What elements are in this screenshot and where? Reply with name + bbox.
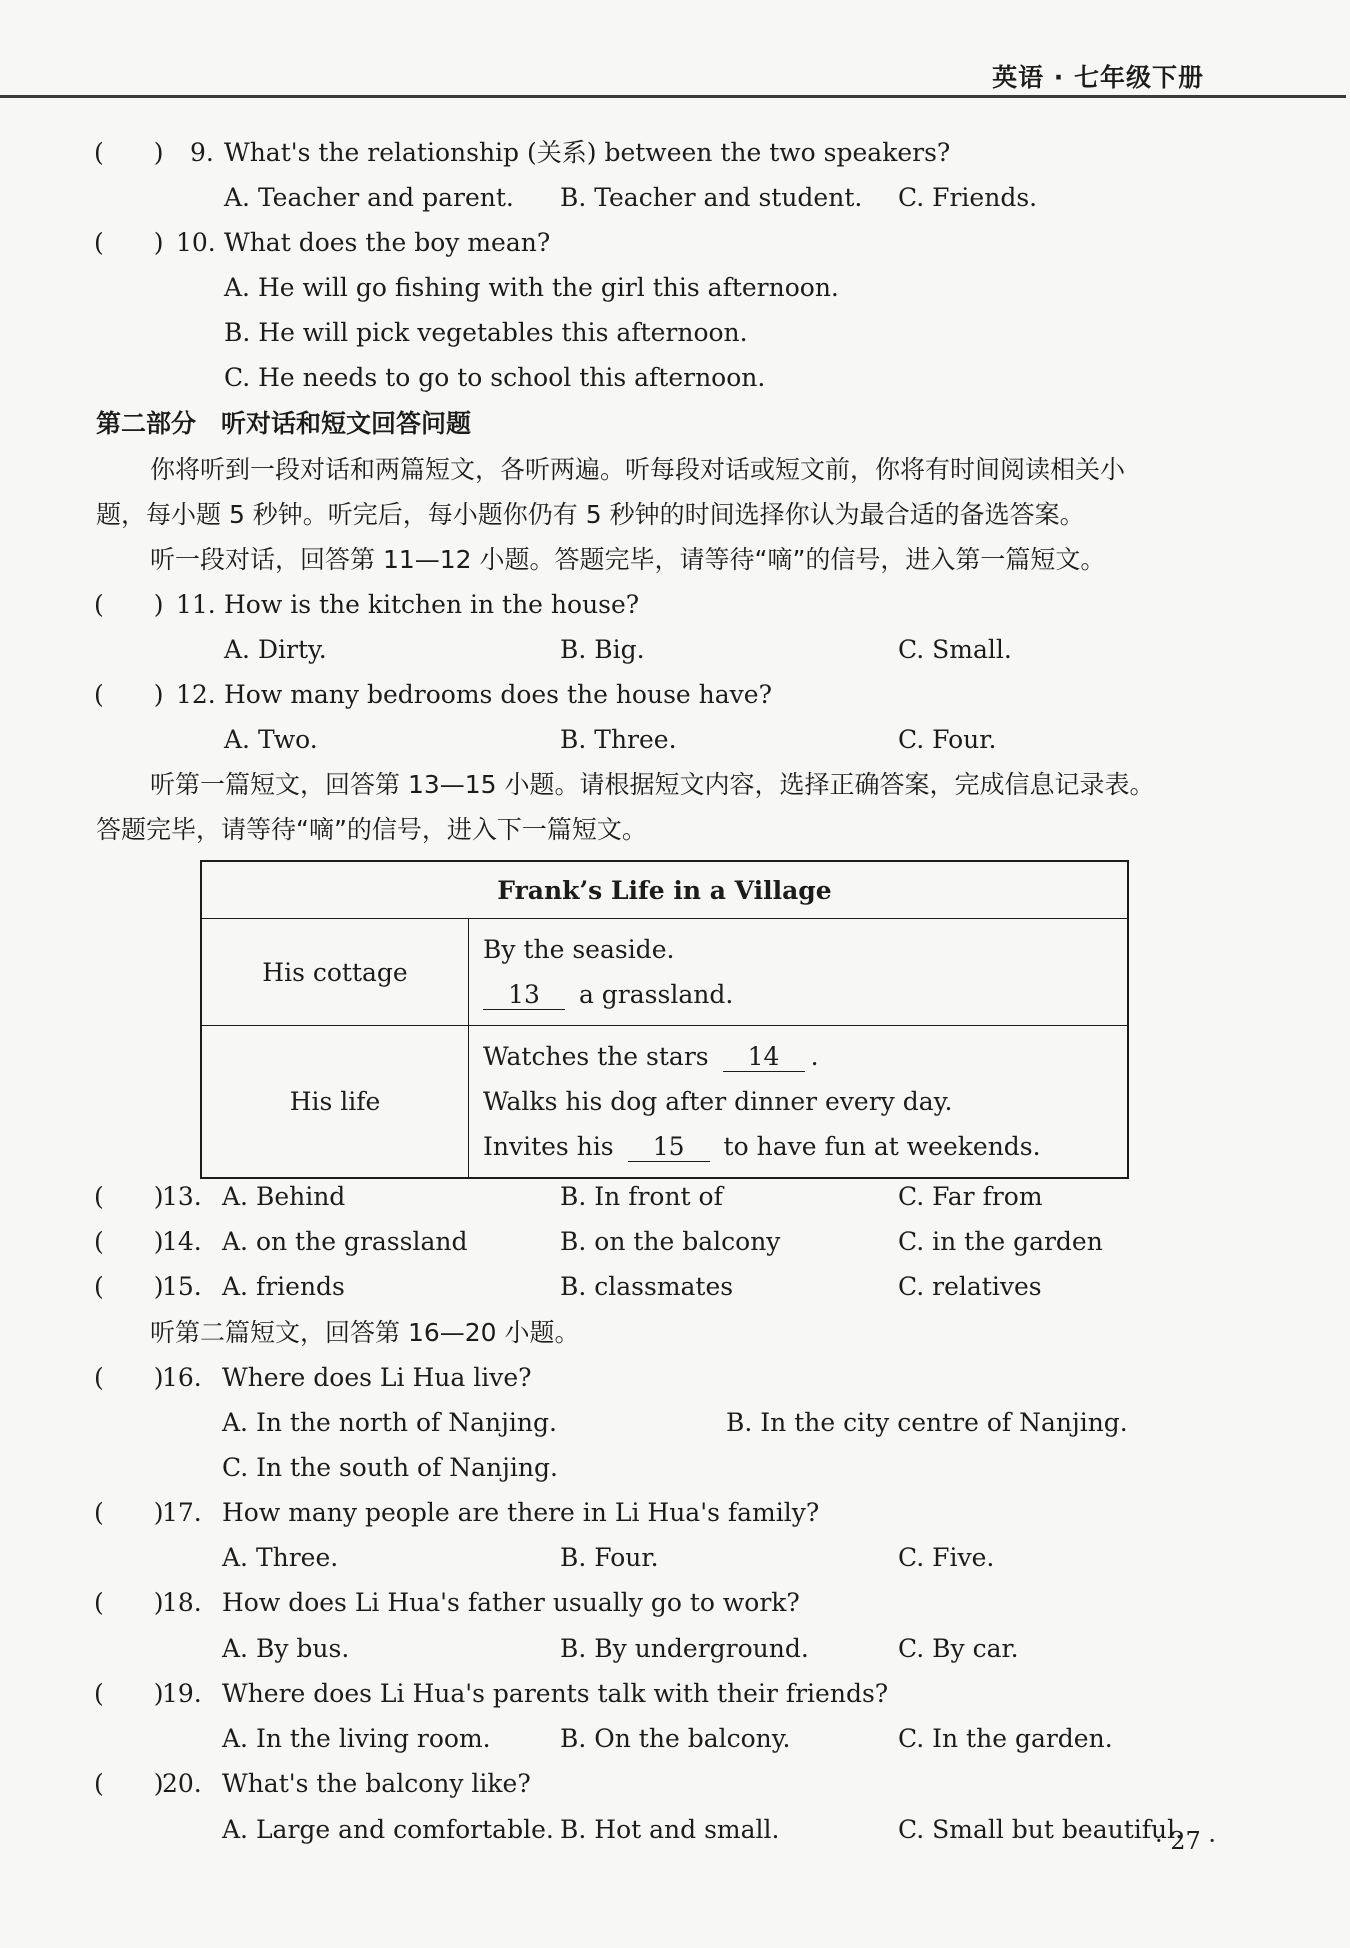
answer-paren: ( ) — [94, 1363, 164, 1392]
cottage-line-2 — [483, 972, 1113, 1017]
q20-question: What's the balcony like? — [222, 1769, 531, 1798]
answer-paren: ( ) — [94, 1769, 164, 1798]
life-line-3-post: to have fun at weekends. — [723, 1132, 1041, 1161]
q10-num: 10. — [176, 228, 216, 257]
q19-num: 19. — [162, 1679, 202, 1708]
q11-question: How is the kitchen in the house? — [224, 590, 640, 619]
answer-paren: ( ) — [94, 680, 164, 709]
table-cell-life — [469, 1026, 1129, 1179]
life-line-1-pre: Watches the stars — [483, 1042, 709, 1071]
q18-num: 18. — [162, 1588, 202, 1617]
header-rule — [0, 95, 1346, 98]
q11-num: 11. — [176, 590, 216, 619]
page-header — [0, 58, 1340, 98]
q13-option-a: A. Behind — [222, 1182, 346, 1211]
table-label-life: His life — [201, 1026, 469, 1179]
q17-question: How many people are there in Li Hua's family? — [222, 1498, 820, 1527]
q16-option-c: C. In the south of Nanjing. — [222, 1453, 558, 1482]
answer-paren: ( ) — [94, 228, 164, 257]
q10-option-b: B. He will pick vegetables this afternoon. — [224, 318, 748, 347]
q11-option-a: A. Dirty. — [224, 635, 327, 664]
dialogue-note: 听一段对话，回答第 11—12 小题。答题完毕，请等待“嘀”的信号，进入第一篇短文。 — [150, 545, 1106, 574]
life-line-3-pre: Invites his — [483, 1132, 614, 1161]
cottage-line-2-text: a grassland. — [578, 980, 734, 1009]
q17-option-b: B. Four. — [560, 1543, 659, 1572]
table-label-cottage: His cottage — [201, 919, 469, 1026]
q19-question: Where does Li Hua's parents talk with their friends? — [222, 1679, 889, 1708]
q11-option-b: B. Big. — [560, 635, 645, 664]
answer-paren: ( ) — [94, 1182, 164, 1211]
table-title: Frank’s Life in a Village — [201, 861, 1128, 919]
q17-num: 17. — [162, 1498, 202, 1527]
page-number: · 27 · — [1154, 1827, 1216, 1855]
q12-option-a: A. Two. — [224, 725, 318, 754]
answer-paren: ( ) — [94, 1272, 164, 1301]
q16-question: Where does Li Hua live? — [222, 1363, 532, 1392]
q9-option-b: B. Teacher and student. — [560, 183, 863, 212]
passage2-note: 听第二篇短文，回答第 16—20 小题。 — [150, 1318, 580, 1347]
q14-option-c: C. in the garden — [898, 1227, 1103, 1256]
q14-option-a: A. on the grassland — [222, 1227, 468, 1256]
q13-option-c: C. Far from — [898, 1182, 1043, 1211]
q13-num: 13. — [162, 1182, 202, 1211]
table-cell-cottage — [469, 919, 1129, 1026]
answer-paren: ( ) — [94, 1227, 164, 1256]
q16-option-b: B. In the city centre of Nanjing. — [726, 1408, 1128, 1437]
q20-option-a: A. Large and comfortable. — [222, 1815, 554, 1844]
q20-option-b: B. Hot and small. — [560, 1815, 780, 1844]
q13-option-b: B. In front of — [560, 1182, 723, 1211]
q10-option-c: C. He needs to go to school this afternoon. — [224, 363, 766, 392]
q14-num: 14. — [162, 1227, 202, 1256]
q11-option-c: C. Small. — [898, 635, 1012, 664]
q16-option-a: A. In the north of Nanjing. — [222, 1408, 557, 1437]
q12-question: How many bedrooms does the house have? — [224, 680, 772, 709]
blank-14: 14 — [723, 1043, 805, 1072]
blank-15: 15 — [628, 1133, 710, 1162]
life-line-3 — [483, 1124, 1113, 1169]
q20-option-c: C. Small but beautiful. — [898, 1815, 1184, 1844]
blank-13: 13 — [483, 981, 565, 1010]
life-line-1-post: . — [810, 1042, 819, 1071]
q19-option-a: A. In the living room. — [222, 1724, 491, 1753]
q9-option-a: A. Teacher and parent. — [224, 183, 514, 212]
q12-option-b: B. Three. — [560, 725, 677, 754]
q16-num: 16. — [162, 1363, 202, 1392]
q15-option-c: C. relatives — [898, 1272, 1042, 1301]
q19-option-b: B. On the balcony. — [560, 1724, 791, 1753]
q18-option-c: C. By car. — [898, 1634, 1019, 1663]
q12-option-c: C. Four. — [898, 725, 997, 754]
passage1-note-2: 答题完毕，请等待“嘀”的信号，进入下一篇短文。 — [96, 815, 647, 844]
life-line-2: Walks his dog after dinner every day. — [483, 1087, 953, 1116]
passage1-note-1: 听第一篇短文，回答第 13—15 小题。请根据短文内容，选择正确答案，完成信息记录表。 — [150, 770, 1155, 799]
instructions-line-2: 题，每小题 5 秒钟。听完后，每小题你仍有 5 秒钟的时间选择你认为最合适的备选答案。 — [96, 500, 1085, 529]
q14-option-b: B. on the balcony — [560, 1227, 781, 1256]
answer-paren: ( ) — [94, 1588, 164, 1617]
q15-option-a: A. friends — [222, 1272, 345, 1301]
section-title: 第二部分 听对话和短文回答问题 — [96, 409, 472, 438]
q18-option-a: A. By bus. — [222, 1634, 350, 1663]
header-title: 英语 · 七年级下册 — [992, 63, 1204, 92]
q15-num: 15. — [162, 1272, 202, 1301]
q12-num: 12. — [176, 680, 216, 709]
q9-question: What's the relationship (关系) between the two speakers? — [224, 138, 951, 167]
q18-option-b: B. By underground. — [560, 1634, 809, 1663]
answer-paren: ( ) — [94, 138, 164, 167]
q15-option-b: B. classmates — [560, 1272, 734, 1301]
answer-paren: ( ) — [94, 1679, 164, 1708]
q19-option-c: C. In the garden. — [898, 1724, 1113, 1753]
q10-question: What does the boy mean? — [224, 228, 551, 257]
cottage-line-1: By the seaside. — [483, 935, 675, 964]
q18-question: How does Li Hua's father usually go to work? — [222, 1588, 800, 1617]
q9-num: 9. — [190, 138, 214, 167]
q10-option-a: A. He will go fishing with the girl this afternoon. — [224, 273, 839, 302]
q17-option-c: C. Five. — [898, 1543, 995, 1572]
answer-paren: ( ) — [94, 590, 164, 619]
answer-paren: ( ) — [94, 1498, 164, 1527]
q20-num: 20. — [162, 1769, 202, 1798]
q17-option-a: A. Three. — [222, 1543, 339, 1572]
q9-option-c: C. Friends. — [898, 183, 1038, 212]
life-line-1 — [483, 1034, 1113, 1079]
instructions-line-1: 你将听到一段对话和两篇短文，各听两遍。听每段对话或短文前，你将有时间阅读相关小 — [150, 455, 1126, 484]
info-record-table — [200, 860, 1129, 1179]
